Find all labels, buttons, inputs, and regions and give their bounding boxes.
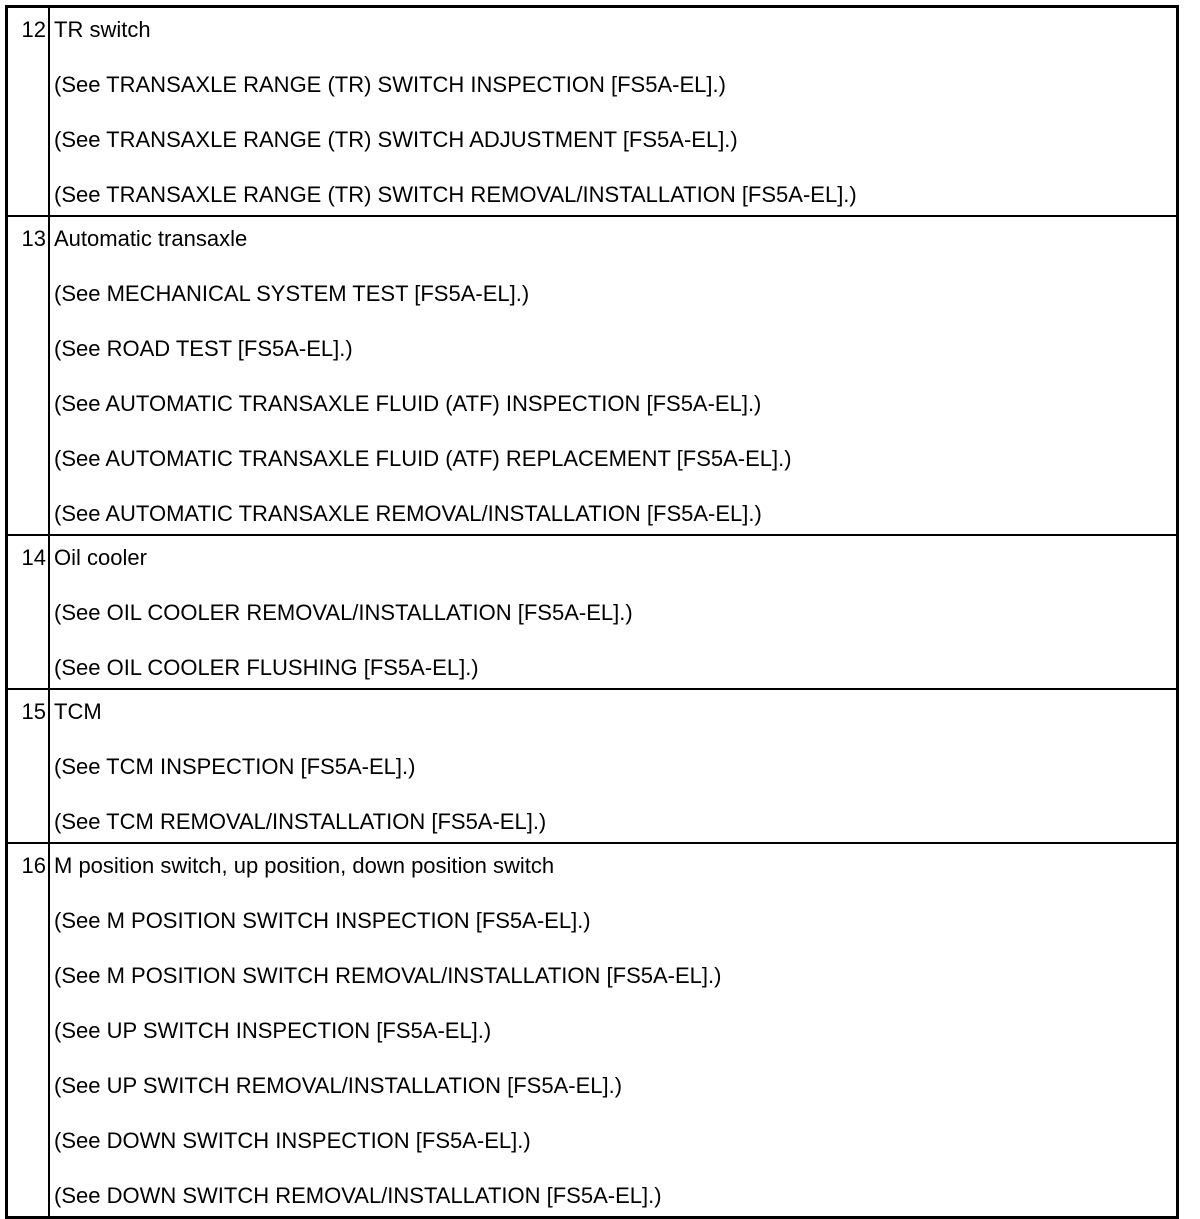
component-title: TCM [54, 699, 102, 724]
table-row [8, 216, 1176, 535]
component-title: Oil cooler [54, 545, 147, 570]
row-number: 14 [8, 535, 49, 689]
row-number: 16 [8, 843, 49, 1216]
reference-link[interactable]: (See TRANSAXLE RANGE (TR) SWITCH ADJUSTMENT [FS5A-EL].) [54, 127, 738, 152]
reference-link[interactable]: (See OIL COOLER REMOVAL/INSTALLATION [FS5A-EL].) [54, 600, 633, 625]
table-body [8, 8, 1176, 1216]
reference-table [8, 8, 1176, 1216]
row-content [49, 843, 1176, 1216]
table-row [8, 689, 1176, 843]
reference-link[interactable]: (See UP SWITCH INSPECTION [FS5A-EL].) [54, 1018, 492, 1043]
reference-link[interactable]: (See AUTOMATIC TRANSAXLE FLUID (ATF) INSPECTION [FS5A-EL].) [54, 391, 762, 416]
reference-link[interactable]: (See TCM INSPECTION [FS5A-EL].) [54, 754, 416, 779]
row-number: 13 [8, 216, 49, 535]
table-row [8, 8, 1176, 216]
reference-link[interactable]: (See MECHANICAL SYSTEM TEST [FS5A-EL].) [54, 281, 530, 306]
reference-link[interactable]: (See M POSITION SWITCH INSPECTION [FS5A-EL].) [54, 908, 591, 933]
reference-link[interactable]: (See AUTOMATIC TRANSAXLE REMOVAL/INSTALLATION [FS5A-EL].) [54, 501, 762, 526]
row-content [49, 689, 1176, 843]
reference-link[interactable]: (See OIL COOLER FLUSHING [FS5A-EL].) [54, 655, 479, 680]
reference-link[interactable]: (See AUTOMATIC TRANSAXLE FLUID (ATF) REPLACEMENT [FS5A-EL].) [54, 446, 792, 471]
reference-link[interactable]: (See UP SWITCH REMOVAL/INSTALLATION [FS5A-EL].) [54, 1073, 623, 1098]
component-reference-table [5, 5, 1179, 1219]
row-content [49, 535, 1176, 689]
reference-link[interactable]: (See DOWN SWITCH REMOVAL/INSTALLATION [FS5A-EL].) [54, 1183, 662, 1208]
reference-link[interactable]: (See TCM REMOVAL/INSTALLATION [FS5A-EL].) [54, 809, 547, 834]
row-content [49, 216, 1176, 535]
component-title: Automatic transaxle [54, 226, 248, 251]
table-row [8, 843, 1176, 1216]
reference-link[interactable]: (See TRANSAXLE RANGE (TR) SWITCH INSPECTION [FS5A-EL].) [54, 72, 726, 97]
reference-link[interactable]: (See DOWN SWITCH INSPECTION [FS5A-EL].) [54, 1128, 531, 1153]
reference-link[interactable]: (See ROAD TEST [FS5A-EL].) [54, 336, 353, 361]
reference-link[interactable]: (See TRANSAXLE RANGE (TR) SWITCH REMOVAL/INSTALLATION [FS5A-EL].) [54, 182, 857, 207]
row-number: 12 [8, 8, 49, 216]
row-number: 15 [8, 689, 49, 843]
row-content [49, 8, 1176, 216]
component-title: TR switch [54, 17, 151, 42]
component-title: M position switch, up position, down position switch [54, 853, 555, 878]
table-row [8, 535, 1176, 689]
reference-link[interactable]: (See M POSITION SWITCH REMOVAL/INSTALLATION [FS5A-EL].) [54, 963, 722, 988]
